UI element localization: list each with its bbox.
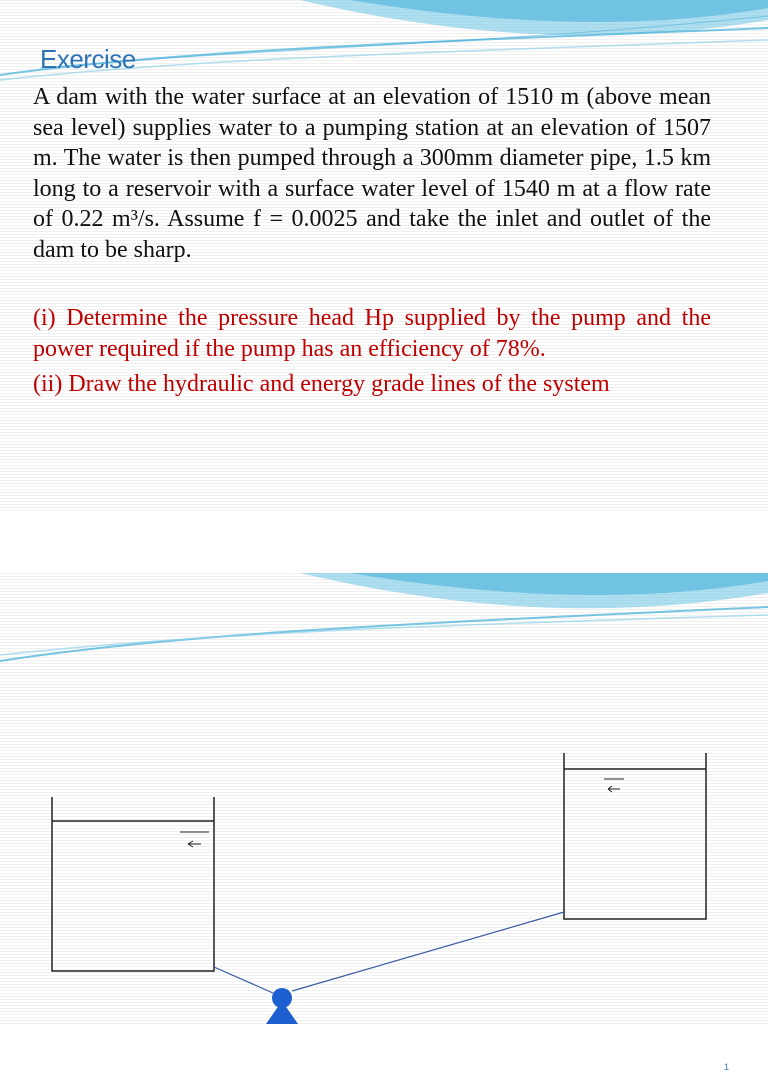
- slide-1: [0, 0, 768, 512]
- water-level-marker-icon: [604, 779, 624, 792]
- right-reservoir: [564, 753, 706, 919]
- left-reservoir: [52, 797, 214, 971]
- slide-2: [0, 573, 768, 1024]
- problem-statement: A dam with the water surface at an elevation of 1510 m (above mean sea level) supplies water to a pumping station at an elevation of 1507 m. The water is then pumped through a 300mm diameter pipe, 1.5 km long to a reservoir with a surface water level of 1540 m at a flow rate of 0.22 m³/s. Assume f = 0.0025 and take the inlet and outlet of the dam to be sharp.: [33, 84, 711, 263]
- system-diagram: [0, 573, 768, 1024]
- pipeline: [214, 912, 564, 993]
- slide-gap: [0, 512, 768, 1072]
- pump-icon: [266, 988, 298, 1024]
- water-level-marker-icon: [180, 832, 209, 847]
- slide-title: Exercise: [40, 44, 136, 74]
- question-1: (i) Determine the pressure head Hp supplied by the pump and the power required if the pump has an efficiency of 78%.: [33, 305, 711, 362]
- question-2: (ii) Draw the hydraulic and energy grade lines of the system: [33, 371, 610, 397]
- page-number: 1: [724, 1062, 730, 1072]
